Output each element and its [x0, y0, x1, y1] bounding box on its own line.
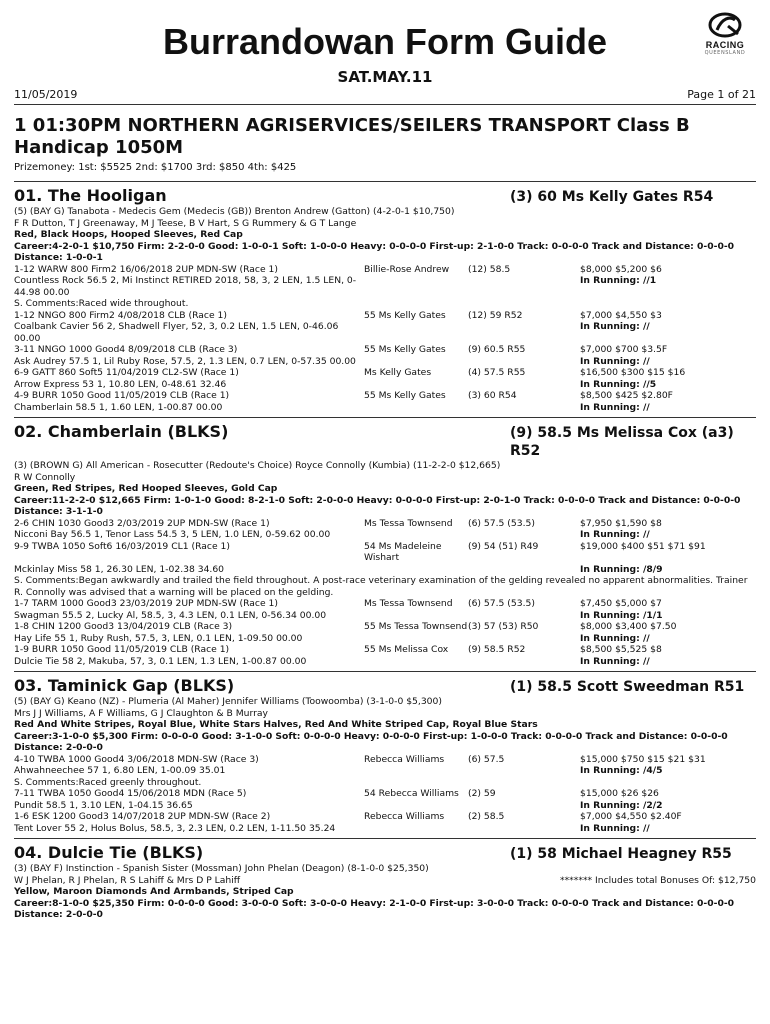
form-jockey [364, 402, 468, 414]
form-prize-odds: $8,000 $3,400 $7.50 [580, 621, 677, 632]
runner-career: Career:3-1-0-0 $5,300 Firm: 0-0-0-0 Good: 3-1-0-0 Soft: 0-0-0-0 Heavy: 0-0-0-0 First-up: 1-0-0-0 Track: 0-0-0-0 Track and Distance: 0-0-0-0 Distance: 2-0-0-0 [14, 730, 728, 753]
form-line [14, 344, 756, 356]
runner-bonus: ******* Includes total Bonuses Of: $12,750 [559, 874, 756, 886]
runner-owners: W J Phelan, R J Phelan, R S Lahiff & Mrs D P Lahiff [14, 874, 241, 886]
form-prize-odds: $7,450 $5,000 $7 [580, 598, 662, 609]
form-barrier-weight [468, 765, 580, 777]
page-number: Page 1 of 21 [687, 88, 756, 101]
form-prize-odds: In Running: /8/9 [580, 563, 663, 575]
form-jockey: Rebecca Williams [364, 811, 445, 822]
form-barrier-weight [468, 529, 580, 541]
form-jockey [364, 564, 468, 576]
form-race-details: 1-12 NNGO 800 Firm2 4/08/2018 CLB (Race 1) [14, 309, 227, 321]
form-barrier-weight: (3) 60 R54 [468, 390, 517, 401]
form-jockey: Ms Tessa Townsend [364, 517, 453, 529]
form-race-details: Chamberlain 58.5 1, 1.60 LEN, 1-00.87 00.00 [14, 401, 223, 413]
form-jockey [364, 379, 468, 391]
form-line [14, 275, 756, 298]
form-line [14, 541, 756, 564]
runner-entry [14, 671, 756, 834]
runner-owners: F R Dutton, T J Greenaway, M J Teese, B V Hart, S G Rummery & G T Lange [14, 217, 357, 229]
form-barrier-weight [468, 564, 580, 576]
runner-name: 01. The Hooligan [14, 186, 167, 205]
form-race-details: 7-11 TWBA 1050 Good4 15/06/2018 MDN (Race 5) [14, 788, 247, 799]
form-prize-odds: In Running: // [580, 529, 650, 540]
form-line [14, 379, 756, 391]
form-line [14, 529, 756, 541]
form-race-details: 1-9 BURR 1050 Good 11/05/2019 CLB (Race 1) [14, 644, 230, 655]
form-race-details: Pundit 58.5 1, 3.10 LEN, 1-04.15 36.65 [14, 799, 193, 811]
form-race-details: 4-9 BURR 1050 Good 11/05/2019 CLB (Race 1) [14, 390, 230, 401]
runner-career: Career:4-2-0-1 $10,750 Firm: 2-2-0-0 Good: 1-0-0-1 Soft: 1-0-0-0 Heavy: 0-0-0-0 First-up: 2-1-0-0 Track: 0-0-0-0 Track and Distance: 0-0-0-0 Distance: 1-0-0-1 [14, 240, 735, 263]
form-prize-odds: In Running: /4/5 [580, 765, 663, 776]
form-prize-odds: $8,500 $5,525 $8 [580, 644, 662, 655]
runner-name: 03. Taminick Gap (BLKS) [14, 676, 235, 695]
runner-jockey: (9) 58.5 Ms Melissa Cox (a3) R52 [510, 425, 734, 459]
form-jockey: Rebecca Williams [364, 753, 445, 765]
form-prize-odds: $7,950 $1,590 $8 [580, 517, 662, 529]
form-prize-odds: $8,000 $5,200 $6 [580, 263, 662, 275]
runner-entry [14, 838, 756, 921]
runner-colours: Yellow, Maroon Diamonds And Armbands, Striped Cap [14, 886, 294, 897]
form-race-details: Swagman 55.5 2, Lucky Al, 58.5, 3, 4.3 LEN, 0.1 LEN, 0-56.34 00.00 [14, 609, 327, 621]
runner-jockey: (3) 60 Ms Kelly Gates R54 [510, 189, 714, 205]
runner-breeding: (5) (BAY G) Tanabota - Medecis Gem (Medecis (GB)) Brenton Andrew (Gatton) (4-2-0-1 $10,750) [14, 206, 455, 217]
form-race-details: Ahwahneechee 57 1, 6.80 LEN, 1-00.09 35.01 [14, 765, 226, 776]
form-jockey [364, 610, 468, 622]
form-line [14, 564, 756, 576]
form-prize-odds: $8,500 $425 $2.80F [580, 390, 673, 401]
logo-name: RACING [705, 40, 745, 50]
form-line [14, 621, 756, 633]
form-line [14, 310, 756, 322]
form-prize-odds: $15,000 $750 $15 $21 $31 [580, 753, 706, 765]
form-race-details: Countless Rock 56.5 2, Mi Instinct RETIRED 2018, 58, 3, 2 LEN, 1.5 LEN, 0-44.98 00.00 [14, 275, 357, 298]
form-prize-odds: In Running: //1 [580, 275, 657, 286]
form-jockey [364, 356, 468, 368]
race-prizemoney: Prizemoney: 1st: $5525 2nd: $1700 3rd: $850 4th: $425 [14, 162, 756, 182]
form-barrier-weight [468, 633, 580, 645]
form-race-details: Arrow Express 53 1, 10.80 LEN, 0-48.61 32.46 [14, 378, 227, 390]
form-line [14, 264, 756, 276]
form-barrier-weight: (6) 57.5 (53.5) [468, 598, 535, 609]
runner-colours: Green, Red Stripes, Red Hooped Sleeves, Gold Cap [14, 483, 278, 494]
form-prize-odds: In Running: // [580, 655, 650, 667]
form-barrier-weight [468, 402, 580, 414]
form-jockey [364, 321, 468, 344]
form-jockey: Billie-Rose Andrew [364, 263, 450, 275]
form-race-details: 9-9 TWBA 1050 Soft6 16/03/2019 CL1 (Race 1) [14, 540, 230, 552]
form-prize-odds: In Running: //5 [580, 378, 657, 390]
form-prize-odds: $7,000 $4,550 $2.40F [580, 811, 682, 822]
runner-name: 02. Chamberlain (BLKS) [14, 422, 229, 441]
form-line [14, 598, 756, 610]
runner-jockey: (1) 58 Michael Heagney R55 [510, 846, 732, 862]
page-date: 11/05/2019 [14, 88, 78, 101]
form-race-details: 4-10 TWBA 1000 Good4 3/06/2018 MDN-SW (Race 3) [14, 753, 259, 765]
form-race-details: 6-9 GATT 860 Soft5 11/04/2019 CL2-SW (Race 1) [14, 367, 239, 378]
runner-header [14, 417, 756, 460]
form-prize-odds: In Running: /2/2 [580, 799, 663, 811]
runner-career: Career:11-2-2-0 $12,665 Firm: 1-0-1-0 Good: 8-2-1-0 Soft: 2-0-0-0 Heavy: 0-0-0-0 First-up: 2-0-1-0 Track: 0-0-0-0 Track and Distance: 0-0-0-0 Distance: 3-1-1-0 [14, 494, 741, 517]
form-prize-odds: In Running: // [580, 355, 650, 367]
form-barrier-weight [468, 610, 580, 622]
form-barrier-weight: (2) 58.5 [468, 811, 505, 822]
form-race-details: Dulcie Tie 58 2, Makuba, 57, 3, 0.1 LEN, 1.3 LEN, 1-00.87 00.00 [14, 655, 307, 667]
form-jockey: 55 Ms Kelly Gates [364, 309, 446, 321]
form-prize-odds: In Running: /1/1 [580, 609, 663, 621]
form-barrier-weight [468, 275, 580, 298]
form-jockey [364, 765, 468, 777]
document-title: Burrandowan Form Guide [162, 21, 608, 62]
form-line [14, 788, 756, 800]
runner-breeding: (5) (BAY G) Keano (NZ) - Plumeria (Al Maher) Jennifer Williams (Toowoomba) (3-1-0-0 $5,300) [14, 696, 442, 707]
form-barrier-weight: (12) 59 R52 [468, 309, 523, 321]
runner-header [14, 671, 756, 696]
form-jockey [364, 633, 468, 645]
runner-header [14, 186, 756, 206]
racing-queensland-logo [694, 12, 756, 62]
stewards-comment: S. Comments:Raced greenly throughout. [14, 776, 202, 788]
form-prize-odds: $7,000 $4,550 $3 [580, 309, 662, 321]
logo-subtitle: QUEENSLAND [704, 50, 746, 56]
form-barrier-weight: (4) 57.5 R55 [468, 367, 526, 378]
form-line [14, 823, 756, 835]
stewards-comment: S. Comments:Raced wide throughout. [14, 298, 189, 309]
form-race-details: 1-8 CHIN 1200 Good3 13/04/2019 CLB (Race 3) [14, 621, 233, 632]
date-heading: SAT.MAY.11 [337, 68, 433, 86]
runner-entry [14, 186, 756, 413]
form-barrier-weight [468, 321, 580, 344]
form-line [14, 402, 756, 414]
form-jockey: Ms Kelly Gates [364, 367, 432, 378]
runner-header [14, 838, 756, 863]
form-race-details: 3-11 NNGO 1000 Good4 8/09/2018 CLB (Race 3) [14, 344, 238, 355]
form-race-details: 2-6 CHIN 1030 Good3 2/03/2019 2UP MDN-SW (Race 1) [14, 517, 270, 529]
form-race-details: Ask Audrey 57.5 1, Lil Ruby Rose, 57.5, 2, 1.3 LEN, 0.7 LEN, 0-57.35 00.00 [14, 355, 356, 367]
form-line [14, 518, 756, 530]
form-jockey: 54 Rebecca Williams [364, 788, 459, 799]
runner-colours: Red, Black Hoops, Hooped Sleeves, Red Cap [14, 229, 243, 240]
form-race-details: Hay Life 55 1, Ruby Rush, 57.5, 3, LEN, 0.1 LEN, 1-09.50 00.00 [14, 632, 303, 644]
runner-list [14, 186, 756, 921]
form-barrier-weight: (2) 59 [468, 788, 496, 799]
runner-name: 04. Dulcie Tie (BLKS) [14, 843, 204, 862]
form-jockey [364, 800, 468, 812]
form-jockey [364, 529, 468, 541]
stewards-comment: S. Comments:Began awkwardly and trailed the field throughout. A post-race veterinary examination of the gelding revealed no apparent abnormalities. Trainer R. Connolly was advised that a warning will be placed on the gelding. [14, 575, 748, 598]
runner-entry [14, 417, 756, 667]
form-prize-odds: In Running: // [580, 632, 650, 644]
form-line [14, 800, 756, 812]
form-barrier-weight [468, 379, 580, 391]
form-line [14, 644, 756, 656]
form-barrier-weight [468, 656, 580, 668]
form-jockey: Ms Tessa Townsend [364, 598, 453, 609]
form-barrier-weight [468, 823, 580, 835]
form-prize-odds: $15,000 $26 $26 [580, 788, 659, 799]
form-barrier-weight: (9) 58.5 R52 [468, 644, 526, 655]
form-line [14, 390, 756, 402]
form-jockey: 55 Ms Kelly Gates [364, 344, 446, 355]
form-prize-odds: In Running: // [580, 401, 650, 413]
runner-breeding: (3) (BAY F) Instinction - Spanish Sister (Mossman) John Phelan (Deagon) (8-1-0-0 $25,350) [14, 863, 429, 874]
form-race-details: Tent Lover 55 2, Holus Bolus, 58.5, 3, 2.3 LEN, 0.2 LEN, 1-11.50 35.24 [14, 822, 336, 834]
form-race-details: Mckinlay Miss 58 1, 26.30 LEN, 1-02.38 34.60 [14, 563, 225, 575]
runner-owners-row [14, 875, 756, 887]
form-race-details: 1-12 WARW 800 Firm2 16/06/2018 2UP MDN-SW (Race 1) [14, 263, 278, 275]
form-barrier-weight: (6) 57.5 (53.5) [468, 517, 535, 529]
form-barrier-weight: (6) 57.5 [468, 753, 505, 765]
runner-career: Career:8-1-0-0 $25,350 Firm: 0-0-0-0 Good: 3-0-0-0 Soft: 3-0-0-0 Heavy: 2-1-0-0 First-up: 3-0-0-0 Track: 0-0-0-0 Track and Distance: 0-0-0-0 Distance: 2-0-0-0 [14, 897, 735, 920]
form-line [14, 321, 756, 344]
form-line [14, 367, 756, 379]
form-jockey [364, 656, 468, 668]
form-barrier-weight: (9) 54 (51) R49 [468, 540, 539, 552]
form-jockey [364, 823, 468, 835]
form-prize-odds: In Running: // [580, 822, 650, 834]
form-race-details: 1-6 ESK 1200 Good3 14/07/2018 2UP MDN-SW (Race 2) [14, 811, 271, 822]
form-prize-odds: $16,500 $300 $15 $16 [580, 367, 686, 378]
runner-owners: Mrs J J Williams, A F Williams, G J Claughton & B Murray [14, 707, 268, 719]
form-jockey: 55 Ms Kelly Gates [364, 390, 446, 401]
page-meta [14, 88, 756, 105]
form-barrier-weight: (3) 57 (53) R50 [468, 621, 539, 632]
form-barrier-weight: (12) 58.5 [468, 263, 511, 275]
runner-jockey: (1) 58.5 Scott Sweedman R51 [510, 679, 745, 695]
racing-queensland-logo-icon [708, 12, 742, 38]
form-line [14, 610, 756, 622]
form-barrier-weight [468, 356, 580, 368]
runner-breeding: (3) (BROWN G) All American - Rosecutter (Redoute's Choice) Royce Connolly (Kumbia) (11-2-2-0 $12,665) [14, 460, 501, 471]
form-prize-odds: $7,000 $700 $3.5F [580, 344, 668, 355]
runner-owners: R W Connolly [14, 471, 76, 483]
form-jockey: 55 Ms Tessa Townsend [364, 621, 468, 632]
race-title: 1 01:30PM NORTHERN AGRISERVICES/SEILERS TRANSPORT Class B Handicap 1050M [14, 115, 690, 158]
form-jockey: 55 Ms Melissa Cox [364, 644, 449, 655]
form-line [14, 811, 756, 823]
form-jockey: 54 Ms Madeleine Wishart [364, 540, 442, 563]
form-barrier-weight: (9) 60.5 R55 [468, 344, 526, 355]
form-race-details: Nicconi Bay 56.5 1, Tenor Lass 54.5 3, 5 LEN, 1.0 LEN, 0-59.62 00.00 [14, 529, 331, 540]
form-line [14, 656, 756, 668]
form-guide-page [14, 0, 756, 921]
form-line [14, 765, 756, 777]
form-line [14, 356, 756, 368]
form-barrier-weight [468, 800, 580, 812]
form-jockey [364, 275, 468, 298]
form-line [14, 633, 756, 645]
form-race-details: 1-7 TARM 1000 Good3 23/03/2019 2UP MDN-SW (Race 1) [14, 598, 278, 609]
form-race-details: Coalbank Cavier 56 2, Shadwell Flyer, 52, 3, 0.2 LEN, 1.5 LEN, 0-46.06 00.00 [14, 321, 339, 344]
form-prize-odds: In Running: // [580, 321, 650, 332]
form-prize-odds: $19,000 $400 $51 $71 $91 [580, 540, 706, 552]
runner-colours: Red And White Stripes, Royal Blue, White Stars Halves, Red And White Striped Cap, Royal Blue Stars [14, 719, 538, 730]
form-line [14, 754, 756, 766]
